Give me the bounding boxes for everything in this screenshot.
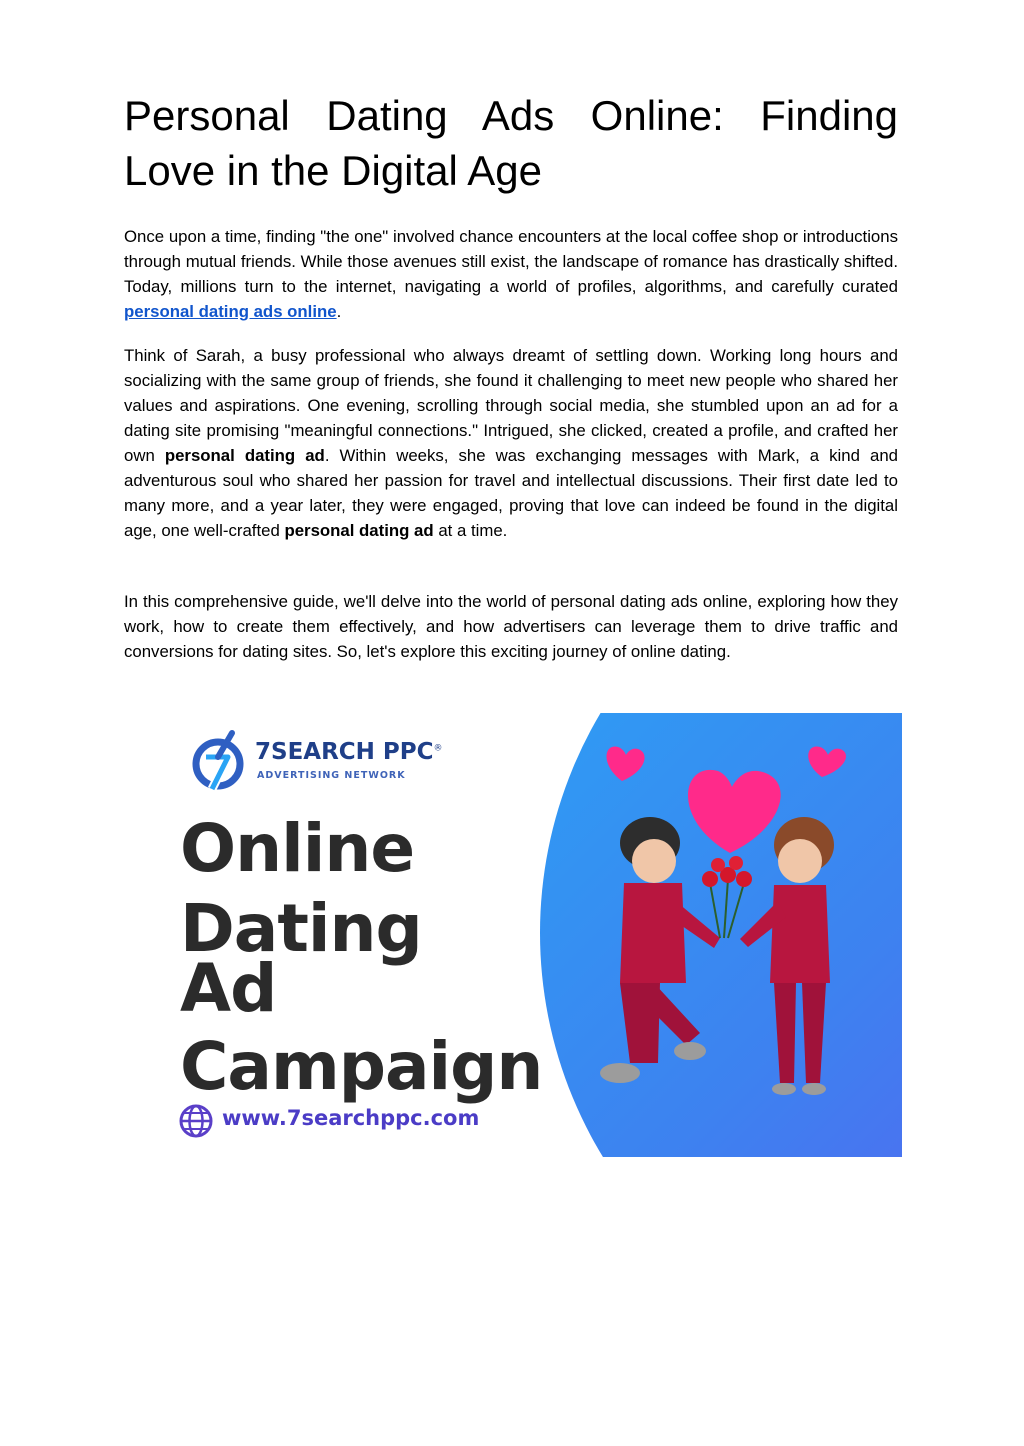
story-paragraph bbox=[124, 343, 898, 543]
website-url: www.7searchppc.com bbox=[222, 1106, 480, 1130]
7search-logo-icon bbox=[188, 727, 248, 801]
story-text-a: Think of Sarah, a busy professional who always dreamt of settling down. Working long hours and socializing with the same group of friends, she found it challenging to meet new people who shared her values and aspirations. One evening, scrolling through social media, she stumbled upon an ad for a dating site promising "meaningful connections." Intrigued, she clicked, created a profile, and crafted her own bbox=[124, 346, 898, 465]
brand-tagline: ADVERTISING NETWORK bbox=[257, 770, 406, 781]
brand-name: 7SEARCH PPC® bbox=[255, 739, 443, 765]
roses-bouquet bbox=[702, 856, 752, 938]
story-bold-a: personal dating ad bbox=[164, 446, 325, 465]
globe-icon bbox=[178, 1103, 214, 1139]
couple-illustration bbox=[590, 733, 870, 1133]
guide-paragraph: In this comprehensive guide, we'll delve into the world of personal dating ads online, exploring how they work, how to create them effectively, and how advertisers can leverage them to drive traffic and conversions for dating sites. So, let's explore this exciting journey of online dating. bbox=[124, 592, 898, 661]
intro-end: . bbox=[336, 302, 342, 321]
headline-line-2: Dating bbox=[180, 890, 422, 967]
headline-line-3: Ad bbox=[180, 950, 277, 1027]
story-bold-b: personal dating ad bbox=[284, 521, 434, 540]
intro-text: Once upon a time, finding "the one" involved chance encounters at the local coffee shop or introductions through mutual friends. While those avenues still exist, the landscape of romance has drastically shifted. Today, millions turn to the internet, navigating a world of profiles, algorithms, and carefully curated bbox=[124, 227, 898, 296]
personal-dating-ads-link[interactable]: personal dating ads online bbox=[124, 302, 337, 321]
headline-line-1: Online bbox=[180, 810, 415, 887]
story-text-c: at a time. bbox=[433, 521, 508, 540]
headline-line-4: Campaign bbox=[180, 1028, 543, 1105]
man-figure bbox=[600, 817, 720, 1083]
brand-registered-mark: ® bbox=[433, 743, 443, 754]
ad-banner-image bbox=[160, 713, 902, 1157]
story-text-b: . Within weeks, she was exchanging messages with Mark, a kind and adventurous soul who shared her passion for travel and intellectual discussions. Their first date led to many more, and a year later, they were engaged, proving that love can indeed be found in the digital age, one well-crafted bbox=[124, 446, 898, 540]
woman-figure bbox=[740, 817, 834, 1095]
page-title: Personal Dating Ads Online: Finding Love in the Digital Age bbox=[124, 92, 898, 194]
intro-paragraph bbox=[124, 224, 898, 324]
